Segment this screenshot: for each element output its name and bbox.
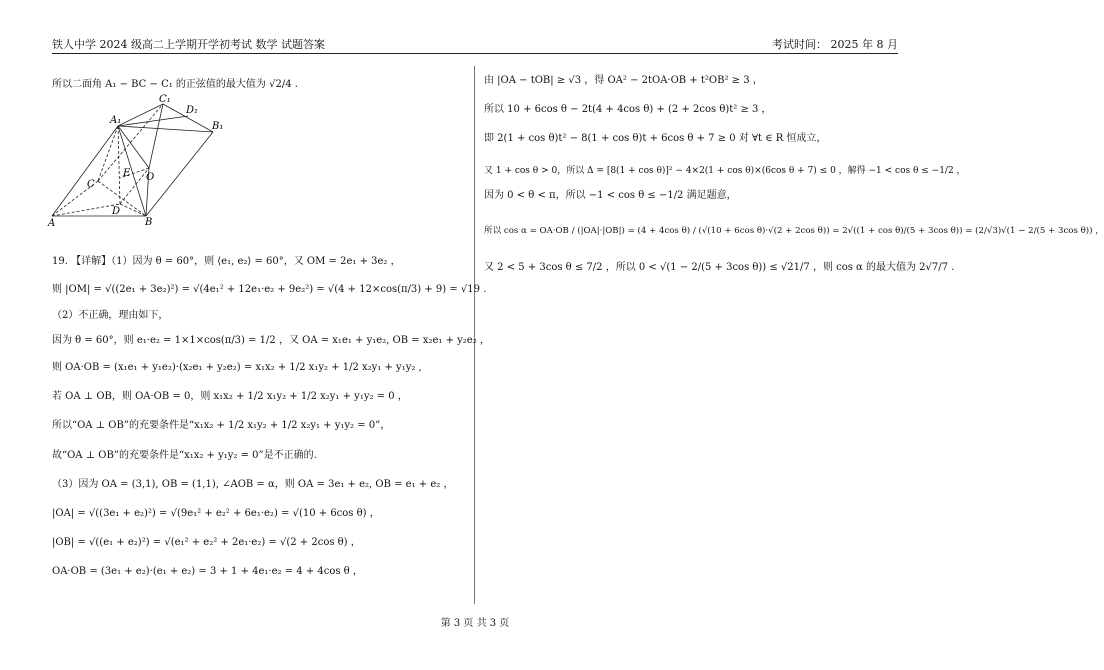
label-d1: D₁	[186, 105, 199, 116]
page-header	[52, 34, 898, 54]
answer-line: |OA| = √((3e₁ + e₂)²) = √(9e₁² + e₂² + 6e₁·e₂) = √(10 + 6cos θ) ，	[52, 508, 380, 519]
edge-a1-c	[98, 126, 118, 181]
answer-line: 即 2(1 + cos θ)t² − 8(1 + cos θ)t + 6cos θ + 7 ≥ 0 对 ∀t ∈ R 恒成立，	[484, 133, 827, 144]
answer-line: 则 |OM| = √((2e₁ + 3e₂)²) = √(4e₁² + 12e₁·e₂ + 9e₂²) = √(4 + 12×cos(π/3) + 9) = √19 .	[52, 284, 487, 295]
answer-line: 所以二面角 A₁ − BC − C₁ 的正弦值的最大值为 √2/4 .	[52, 79, 298, 90]
label-b: B	[145, 217, 153, 228]
answer-line: （2）不正确，理由如下，	[52, 310, 169, 321]
edge-c-b	[98, 181, 146, 216]
answer-line: OA·OB = (3e₁ + e₂)·(e₁ + e₂) = 3 + 1 + 4e₁·e₂ = 4 + 4cos θ ，	[52, 566, 363, 577]
label-c1: C₁	[159, 94, 171, 105]
edge-d-b	[120, 204, 146, 216]
header-rule	[52, 53, 898, 54]
exam-time: 考试时间： 2025 年 8 月	[772, 38, 898, 51]
answer-line: 所以 cos α = OA·OB / (|OA|·|OB|) = (4 + 4cos θ) / (√(10 + 6cos θ)·√(2 + 2cos θ)) = 2√((1 + cos θ)/(5 + 3cos θ)) = (2/√3)√(1 − 2/(5 + 3cos θ)) ，	[484, 226, 1104, 236]
edge-a1-o	[118, 126, 149, 168]
answer-line: 则 OA·OB = (x₁e₁ + y₁e₂)·(x₂e₁ + y₂e₂) = x₁x₂ + 1/2 x₁y₂ + 1/2 x₂y₁ + y₁y₂ ,	[52, 362, 422, 373]
label-a1: A₁	[110, 115, 122, 126]
answer-line: 由 |OA − tOB| ≥ √3 ，得 OA² − 2tOA·OB + t²OB² ≥ 3 ，	[484, 75, 763, 86]
answer-line: 因为 0 < θ < π，所以 −1 < cos θ ≤ −1/2 满足题意，	[484, 190, 737, 201]
edge-a1-b1	[118, 126, 213, 132]
answer-line: 所以 10 + 6cos θ − 2t(4 + 4cos θ) + (2 + 2cos θ)t² ≥ 3 ，	[484, 104, 772, 115]
answer-line: |OB| = √((e₁ + e₂)²) = √(e₁² + e₂² + 2e₁·e₂) = √(2 + 2cos θ) ，	[52, 537, 361, 548]
label-d: D	[112, 206, 121, 217]
answer-line: 因为 θ = 60°，则 e₁·e₂ = 1×1×cos(π/3) = 1/2 ，又 OA = x₁e₁ + y₁e₂, OB = x₂e₁ + y₂e₂ ，	[52, 335, 490, 346]
answer-line: 又 1 + cos θ > 0，所以 Δ = [8(1 + cos θ)]² − 4×2(1 + cos θ)×(6cos θ + 7) ≤ 0 ，解得 −1 < cos θ ≤ −1/2 ，	[484, 166, 966, 176]
label-c: C	[87, 179, 95, 190]
edge-a1-d	[118, 126, 120, 204]
answer-line: 19. 【详解】（1）因为 θ = 60°，则 ⟨e₁, e₂⟩ = 60°，又 OM = 2e₁ + 3e₂ ，	[52, 256, 401, 267]
label-b1: B₁	[212, 121, 224, 132]
geometry-figure	[48, 94, 238, 229]
edge-b-b1	[146, 132, 213, 216]
answer-line: （3）因为 OA = (3,1), OB = (1,1), ∠AOB = α，则 OA = 3e₁ + e₂, OB = e₁ + e₂ ，	[52, 479, 454, 490]
answer-line: 又 2 < 5 + 3cos θ ≤ 7/2 ，所以 0 < √(1 − 2/(5 + 3cos θ)) ≤ √21/7 ，则 cos α 的最大值为 2√7/7 .	[484, 262, 955, 273]
answer-line: 所以“OA ⊥ OB”的充要条件是“x₁x₂ + 1/2 x₁y₂ + 1/2 x₂y₁ + y₁y₂ = 0”，	[52, 420, 391, 431]
edge-c1-o	[149, 104, 163, 168]
label-e: E	[123, 168, 131, 179]
answer-line: 若 OA ⊥ OB，则 OA·OB = 0，则 x₁x₂ + 1/2 x₁y₂ + 1/2 x₂y₁ + y₁y₂ = 0 ，	[52, 391, 408, 402]
label-a: A	[48, 218, 56, 229]
page-footer: 第 3 页 共 3 页	[440, 618, 510, 629]
answer-line: 故“OA ⊥ OB”的充要条件是“x₁x₂ + y₁y₂ = 0”是不正确的.	[52, 450, 317, 461]
edge-c-c1	[98, 104, 163, 181]
edge-a-a1	[52, 126, 121, 217]
label-o: O	[146, 172, 155, 183]
edge-a-d	[52, 204, 120, 216]
exam-title: 铁人中学 2024 级高二上学期开学初考试 数学 试题答案	[52, 38, 325, 51]
